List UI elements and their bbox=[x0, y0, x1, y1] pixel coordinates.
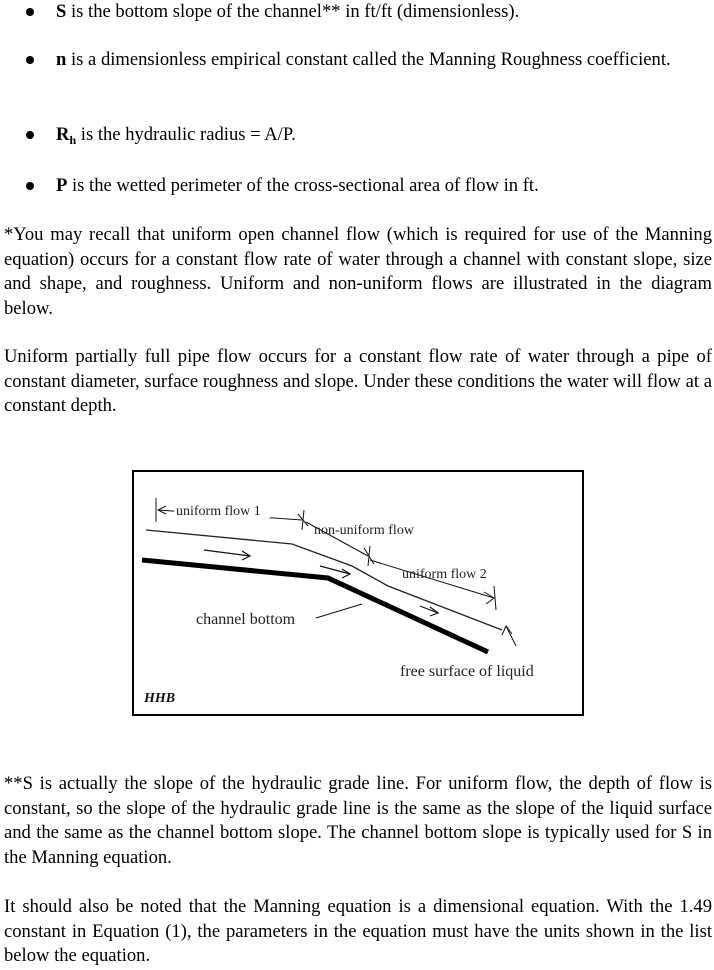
definition-n: is a dimensionless empirical constant called the Manning Roughness coefficient. bbox=[66, 49, 671, 70]
bullet-text bbox=[56, 123, 712, 149]
paragraph-pipe-flow: Uniform partially full pipe flow occurs for a constant flow rate of water through a pipe of constant diameter, surface roughness and slope. Under these conditions the water will flow at a constant depth. bbox=[4, 346, 712, 417]
definition-s: is the bottom slope of the channel** in ft/ft (dimensionless). bbox=[66, 1, 520, 22]
term-p: P bbox=[56, 175, 68, 196]
flow-diagram-svg bbox=[132, 470, 584, 716]
bullet-dot bbox=[26, 131, 34, 139]
term-r-subscript: h bbox=[69, 133, 77, 147]
label-uniform-flow-2: uniform flow 2 bbox=[402, 567, 487, 582]
flow-diagram bbox=[132, 470, 584, 716]
paragraph-hydraulic-grade-line: **S is actually the slope of the hydraulic grade line. For uniform flow, the depth of flow is constant, so the slope of the hydraulic grade line is the same as the slope of the liquid surface and the same as the channel bottom slope. The channel bottom slope is typically used for S in the Manning equation. bbox=[4, 773, 712, 868]
bullet-dot bbox=[26, 56, 34, 64]
label-channel-bottom: channel bottom bbox=[196, 611, 296, 628]
bullet-text bbox=[56, 174, 712, 199]
bullet-text bbox=[56, 48, 712, 73]
paragraph-dimensional-equation: It should also be noted that the Manning equation is a dimensional equation. With the 1.49 constant in Equation (1), the parameters in the equation must have the units shown in the list below the equation. bbox=[4, 896, 712, 967]
label-free-surface: free surface of liquid bbox=[400, 663, 534, 680]
label-uniform-flow-1: uniform flow 1 bbox=[176, 504, 261, 519]
definition-p: is the wetted perimeter of the cross-sectional area of flow in ft. bbox=[67, 175, 539, 196]
bullet-text bbox=[56, 0, 712, 25]
paragraph-uniform-flow-note: *You may recall that uniform open channel flow (which is required for use of the Manning equation) occurs for a constant flow rate of water through a channel with constant slope, size and shape, and roughness. Uniform and non-uniform flows are illustrated in the diagram below. bbox=[4, 224, 712, 319]
bullet-dot bbox=[26, 8, 34, 16]
label-non-uniform-flow: non-uniform flow bbox=[314, 523, 414, 538]
author-signature: HHB bbox=[144, 691, 176, 706]
term-r: R bbox=[56, 124, 70, 145]
term-s: S bbox=[56, 1, 67, 22]
term-n: n bbox=[56, 49, 67, 70]
definition-rh: is the hydraulic radius = A/P. bbox=[76, 124, 296, 145]
bullet-dot bbox=[26, 182, 34, 190]
